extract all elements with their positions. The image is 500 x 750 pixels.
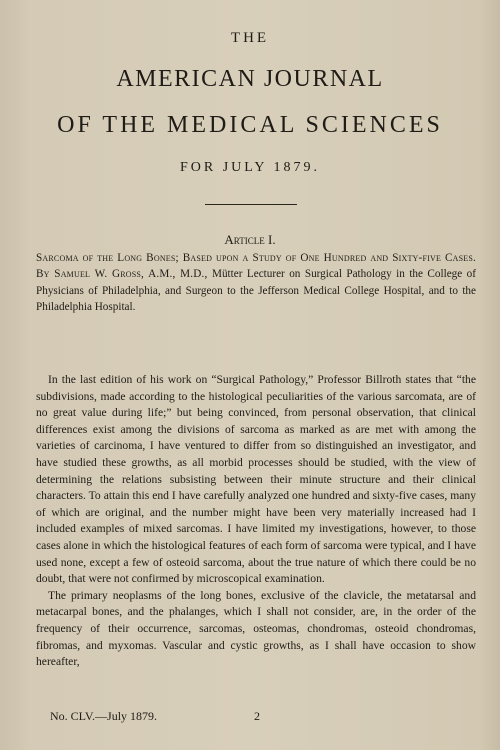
masthead-title-line-1: AMERICAN JOURNAL: [116, 66, 384, 92]
article-title: Sarcoma of the Long Bones; Based upon a Study of One Hundred and Sixty-five Cases. By Samuel W. Gross, A.M., M.D.,: [36, 252, 476, 281]
article-heading: [36, 250, 476, 316]
page-footer: [50, 709, 470, 724]
masthead-title-line-2: OF THE MEDICAL SCIENCES: [57, 112, 443, 138]
masthead-the: THE: [230, 30, 270, 46]
article-number: Article I.: [224, 232, 276, 247]
footer-page-number: 2: [254, 709, 260, 723]
issue-date: FOR JULY 1879.: [179, 160, 321, 175]
article-body: [36, 372, 476, 671]
author-affiliation: Mütter Lecturer on Surgical Pathology in the College of Physicians of Philadelphia, and Surgeon to the Jefferson Medical College Hospital, and to the Philadelphia Hospital.: [36, 268, 476, 314]
footer-issue-number: No. CLV.—July 1879.: [50, 709, 158, 723]
divider-rule: [205, 204, 297, 205]
body-paragraph-2: The primary neoplasms of the long bones, exclusive of the clavicle, the metatarsal and metacarpal bones, and the phalanges, which I shall not consider, are, in the order of the frequency of their occurrence, sarcomas, osteomas, chondromas, osteoid chondromas, fibromas, and myxomas. Vascular and cystic growths, as I shall have occasion to show hereafter,: [36, 588, 476, 669]
body-paragraph-1: In the last edition of his work on “Surgical Pathology,” Professor Billroth states that “the subdivisions, made according to the histological peculiarities of the various sarcomata, are of no great value during life;” but being convinced, from personal observation, that clinical differences exist among the divisions of sarcoma as marked as are met with among the varieties of carcinoma, I have ventured to differ from so distinguished an investigator, and have studied these growths, as all morbid processes should be studied, with the view of determining the relations subsisting between their minute structure and their clinical characters. To attain this end I have carefully analyzed one hundred and sixty-five cases, many of which are original, and the number might have been very materially increased had I included examples of mixed sarcomas. I have limited my investigations, however, to those cases alone in which the histological features of each form of sarcoma were typical, and I have used none, except a few of osteoid sarcoma, about the true nature of which there could be no doubt, that were not confirmed by microscopical examination.: [36, 373, 476, 586]
